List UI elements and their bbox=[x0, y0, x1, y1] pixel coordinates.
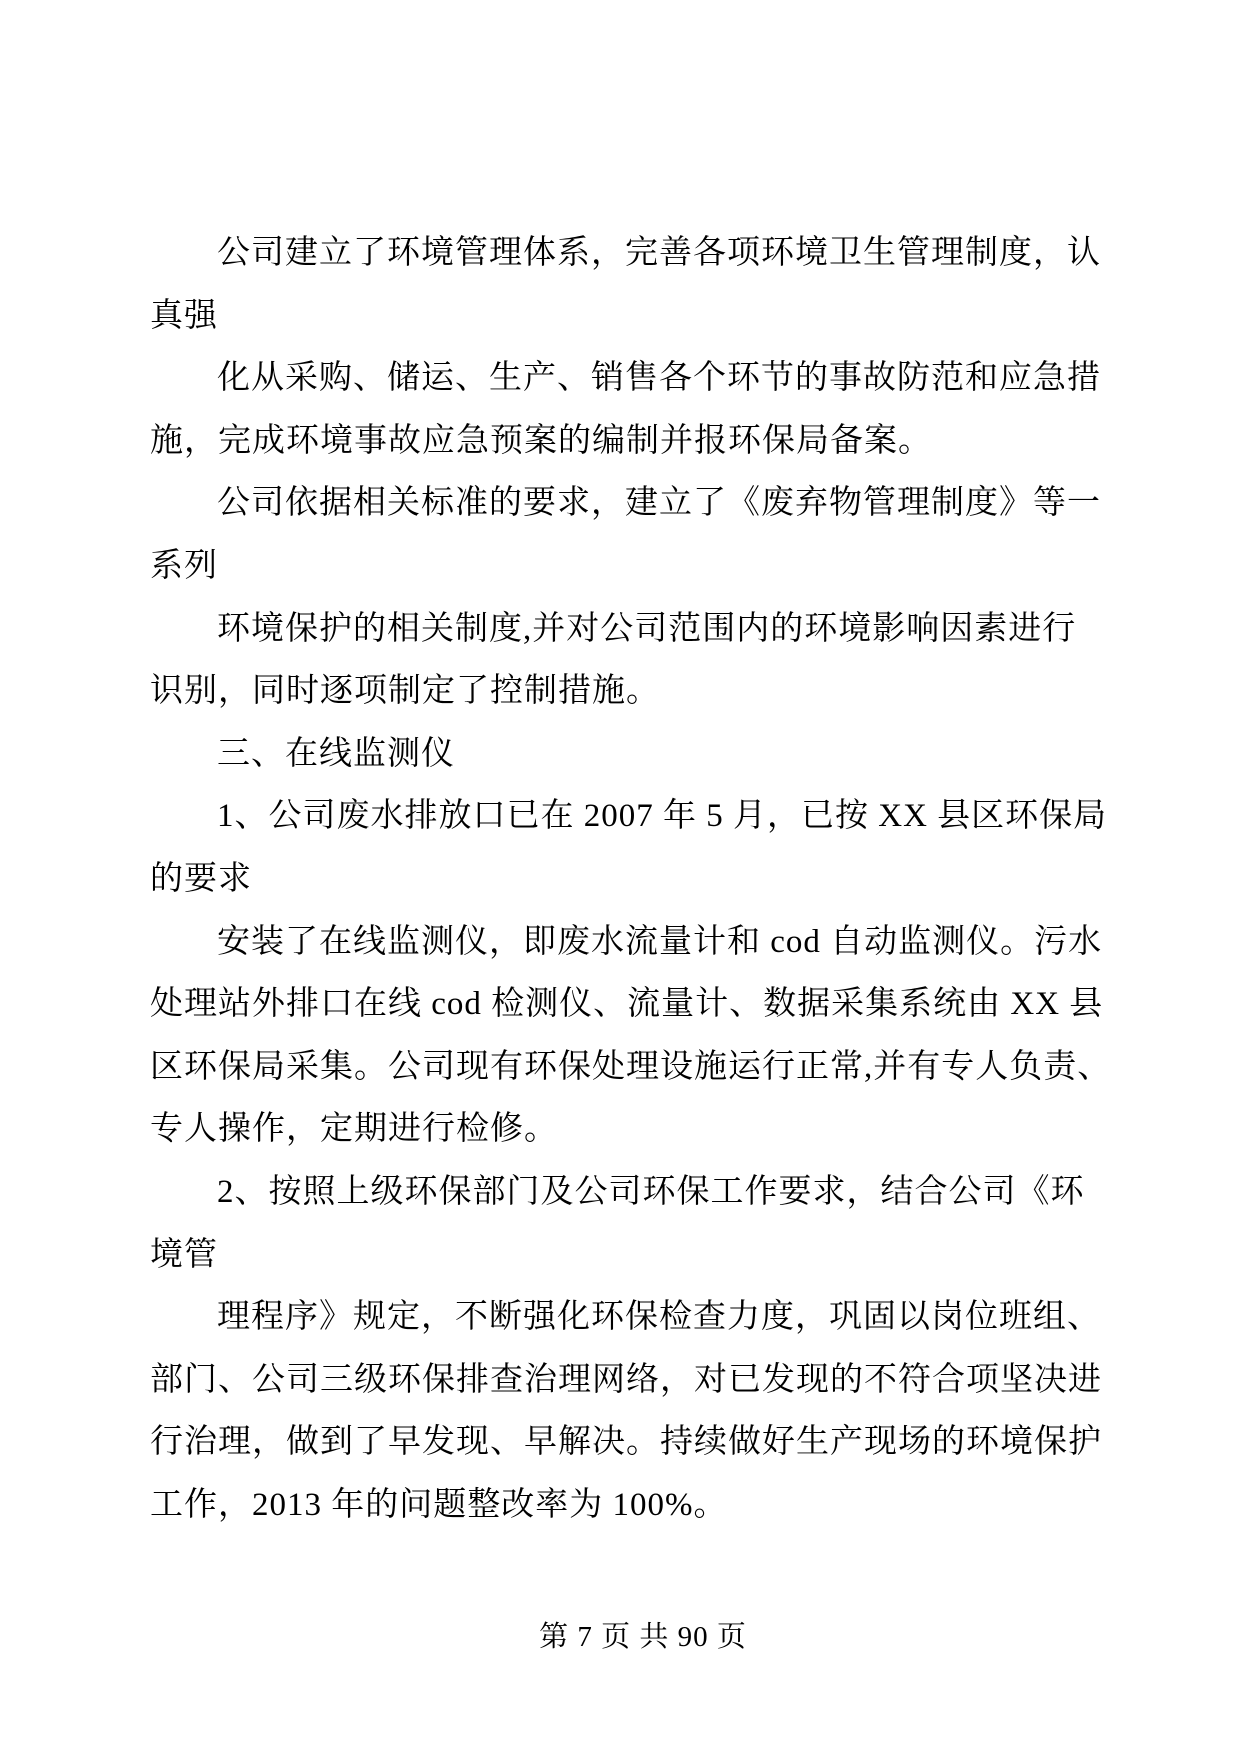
document-body bbox=[150, 222, 1112, 1536]
text-line: 环境保护的相关制度,并对公司范围内的环境影响因素进行 bbox=[217, 610, 1077, 647]
text-line: 化从采购、储运、生产、销售各个环节的事故防范和应急措 bbox=[217, 360, 1101, 397]
text-line: 行治理，做到了早发现、早解决。持续做好生产现场的环境保护 bbox=[150, 1424, 1102, 1461]
text-line: 处理站外排口在线 cod 检测仪、流量计、数据采集系统由 XX 县 bbox=[150, 986, 1104, 1023]
text-line: 境管 bbox=[150, 1236, 218, 1273]
text-line: 真强 bbox=[150, 297, 218, 334]
text-line: 系列 bbox=[150, 547, 218, 584]
text-line: 1、公司废水排放口已在 2007 年 5 月，已按 XX 县区环保局 bbox=[217, 798, 1108, 835]
text-line: 的要求 bbox=[150, 860, 252, 897]
text-line: 区环保局采集。公司现有环保处理设施运行正常,并有专人负责、 bbox=[150, 1048, 1112, 1085]
text-line: 2、按照上级环保部门及公司环保工作要求，结合公司《环 bbox=[217, 1173, 1085, 1210]
text-line: 施，完成环境事故应急预案的编制并报环保局备案。 bbox=[150, 422, 932, 459]
text-line: 公司依据相关标准的要求，建立了《废弃物管理制度》等一 bbox=[217, 485, 1101, 522]
text-line: 专人操作，定期进行检修。 bbox=[150, 1111, 558, 1148]
text-line: 理程序》规定，不断强化环保检查力度，巩固以岗位班组、 bbox=[217, 1299, 1101, 1336]
text-line: 工作，2013 年的问题整改率为 100%。 bbox=[150, 1486, 728, 1523]
text-line: 三、在线监测仪 bbox=[217, 735, 455, 772]
page-number-footer: 第 7 页 共 90 页 bbox=[539, 1621, 747, 1653]
text-line: 公司建立了环境管理体系，完善各项环境卫生管理制度，认 bbox=[217, 235, 1101, 271]
text-line: 部门、公司三级环保排查治理网络，对已发现的不符合项坚决进 bbox=[150, 1361, 1102, 1398]
text-line: 安装了在线监测仪，即废水流量计和 cod 自动监测仪。污水 bbox=[217, 923, 1103, 960]
text-line: 识别，同时逐项制定了控制措施。 bbox=[150, 673, 660, 710]
